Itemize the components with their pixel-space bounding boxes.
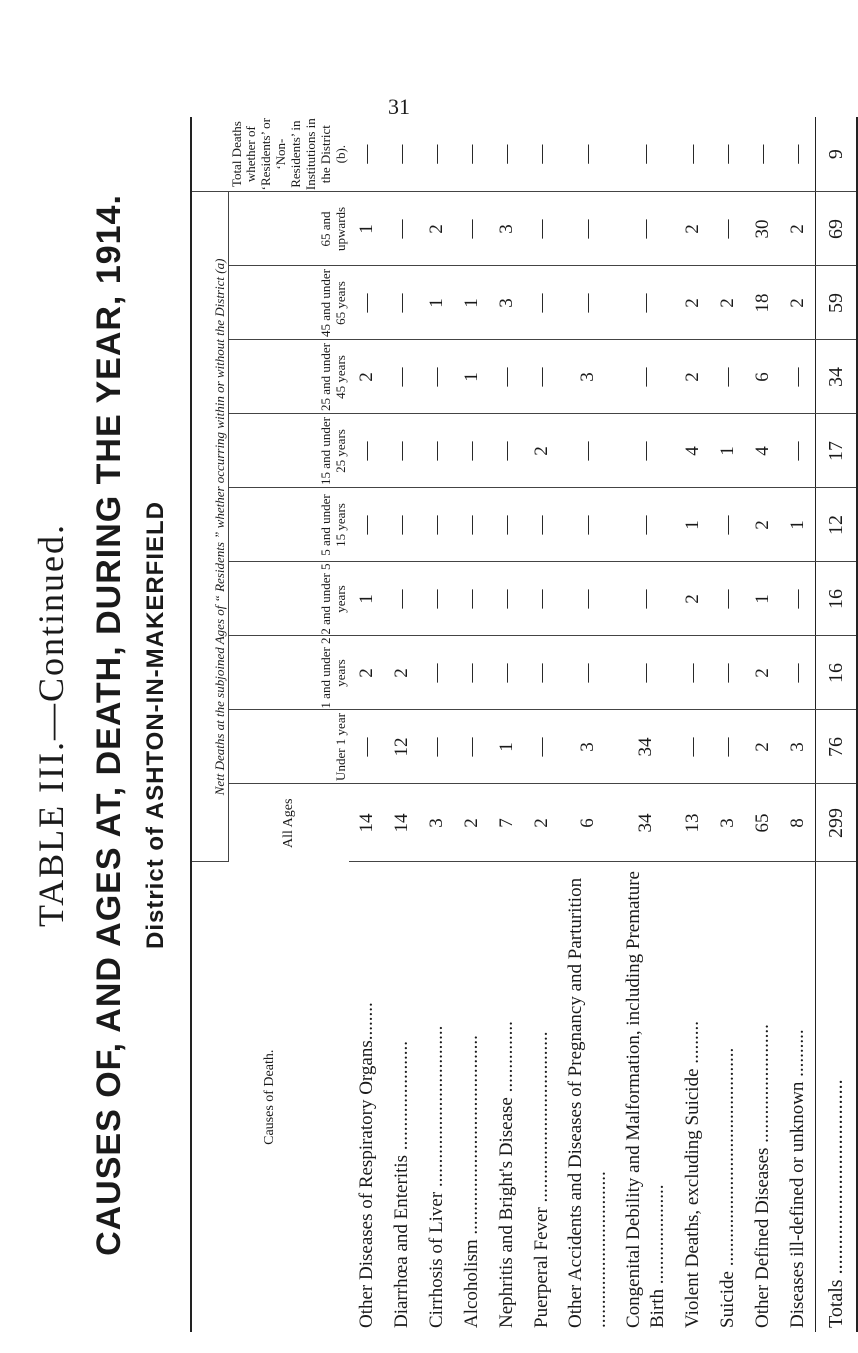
value-cell: —	[419, 340, 454, 414]
value-cell: —	[710, 488, 745, 562]
value-cell: —	[617, 192, 675, 266]
value-cell: 9	[816, 117, 858, 192]
value-cell: 34	[617, 784, 675, 862]
value-cell: —	[617, 117, 675, 192]
value-cell: —	[384, 562, 419, 636]
cause-cell: Suicide ..............................................	[716, 1047, 738, 1328]
value-cell: —	[454, 414, 489, 488]
ages-super-header: Nett Deaths at the subjoined Ages of “ Residents ” whether occurring within or without the District (a)	[191, 192, 229, 862]
value-cell: —	[524, 488, 559, 562]
value-cell: 2	[780, 266, 816, 340]
value-cell: 3	[780, 710, 816, 784]
table-row	[349, 117, 384, 1332]
value-cell: 1	[419, 266, 454, 340]
value-cell: —	[559, 117, 617, 192]
value-cell: 34	[617, 710, 675, 784]
age-column-header: All Ages	[280, 798, 296, 848]
value-cell: —	[454, 488, 489, 562]
value-cell: 18	[745, 266, 780, 340]
value-cell: 2	[384, 636, 419, 710]
age-column-header: 65 and upwards	[229, 192, 350, 266]
value-cell: —	[384, 192, 419, 266]
totals-row	[816, 117, 858, 1332]
value-cell: 16	[816, 562, 858, 636]
value-cell: 2	[524, 414, 559, 488]
table-caption: TABLE III.—Continued.	[31, 522, 71, 928]
cause-cell: Diarrhœa and Enteritis .......................	[390, 1040, 412, 1328]
value-cell: —	[780, 636, 816, 710]
value-cell: 2	[675, 562, 710, 636]
value-cell: 4	[745, 414, 780, 488]
value-cell: 16	[816, 636, 858, 710]
value-cell: 1	[349, 192, 384, 266]
value-cell: 1	[675, 488, 710, 562]
value-cell: 1	[745, 562, 780, 636]
value-cell: 17	[816, 414, 858, 488]
age-column-header: 5 and under 15 years	[229, 488, 350, 562]
value-cell: 8	[780, 784, 816, 862]
value-cell: 12	[816, 488, 858, 562]
table-title: CAUSES OF, AND AGES AT, DEATH, DURING THE YEAR, 1914.	[90, 194, 128, 1256]
value-cell: 3	[489, 266, 524, 340]
value-cell: —	[617, 562, 675, 636]
value-cell: 76	[816, 710, 858, 784]
value-cell: —	[419, 488, 454, 562]
value-cell: 3	[559, 340, 617, 414]
value-cell: —	[489, 636, 524, 710]
value-cell: —	[489, 340, 524, 414]
value-cell: 3	[489, 192, 524, 266]
value-cell: —	[617, 636, 675, 710]
value-cell: —	[780, 414, 816, 488]
value-cell: 1	[349, 562, 384, 636]
value-cell: 34	[816, 340, 858, 414]
table-row	[710, 117, 745, 1332]
value-cell: 3	[419, 784, 454, 862]
causes-of-death-table	[190, 117, 858, 1332]
value-cell: 2	[454, 784, 489, 862]
value-cell: 3	[559, 710, 617, 784]
rotated-table-sheet	[20, 110, 847, 1340]
value-cell: 3	[710, 784, 745, 862]
cause-cell: Totals .......................................	[816, 862, 858, 1332]
cause-cell: Puerperal Fever ....................................	[530, 1031, 552, 1328]
value-cell: —	[454, 117, 489, 192]
age-column-header: 25 and under 45 years	[229, 340, 350, 414]
value-cell: —	[559, 266, 617, 340]
value-cell: 2	[675, 266, 710, 340]
table-body	[349, 117, 857, 1332]
value-cell: 2	[675, 340, 710, 414]
table-row	[780, 117, 816, 1332]
value-cell: —	[489, 488, 524, 562]
value-cell: —	[710, 636, 745, 710]
value-cell: —	[524, 562, 559, 636]
value-cell: 1	[780, 488, 816, 562]
total-deaths-header: Total Deaths whether of ‘Residents’ or ‘Non-Residents’ in Institutions in the District (b).	[191, 117, 349, 192]
value-cell: —	[489, 117, 524, 192]
age-column-header: 1 and under 2 years	[229, 636, 350, 710]
value-cell: —	[384, 414, 419, 488]
value-cell: 299	[816, 784, 858, 862]
value-cell: —	[419, 710, 454, 784]
value-cell: —	[384, 488, 419, 562]
table-row	[617, 117, 675, 1332]
table-row	[419, 117, 454, 1332]
value-cell: —	[419, 562, 454, 636]
cause-cell: Violent Deaths, excluding Suicide .........	[681, 1020, 703, 1328]
value-cell: —	[617, 266, 675, 340]
table-row	[384, 117, 419, 1332]
value-cell: —	[524, 340, 559, 414]
value-cell: —	[454, 636, 489, 710]
table-row	[454, 117, 489, 1332]
value-cell: 2	[419, 192, 454, 266]
value-cell: 12	[384, 710, 419, 784]
value-cell: —	[559, 488, 617, 562]
value-cell: —	[780, 340, 816, 414]
value-cell: 1	[489, 710, 524, 784]
value-cell: 2	[745, 636, 780, 710]
page-number: 31	[388, 94, 410, 119]
table-row	[559, 117, 617, 1332]
value-cell: 2	[710, 266, 745, 340]
value-cell: —	[349, 710, 384, 784]
value-cell: 59	[816, 266, 858, 340]
table-row	[489, 117, 524, 1332]
value-cell: —	[710, 340, 745, 414]
value-cell: 2	[524, 784, 559, 862]
value-cell: —	[419, 117, 454, 192]
value-cell: —	[710, 562, 745, 636]
district-line: District of ASHTON-IN-MAKERFIELD	[142, 501, 169, 949]
cause-cell: Nephritis and Bright's Disease ...............	[495, 1021, 517, 1328]
value-cell: 1	[710, 414, 745, 488]
value-cell: 14	[384, 784, 419, 862]
value-cell: 69	[816, 192, 858, 266]
age-column-header: 45 and under 65 years	[229, 266, 350, 340]
cause-cell: Cirrhosis of Liver ..................................	[425, 1025, 447, 1328]
value-cell: —	[349, 488, 384, 562]
value-cell: 1	[454, 340, 489, 414]
value-cell: —	[524, 117, 559, 192]
value-cell: —	[675, 710, 710, 784]
value-cell: —	[384, 340, 419, 414]
table-row	[675, 117, 710, 1332]
value-cell: 6	[745, 340, 780, 414]
table-row	[524, 117, 559, 1332]
value-cell: 2	[745, 710, 780, 784]
cause-cell: Alcoholism ..........................................	[460, 1035, 482, 1328]
value-cell: 2	[745, 488, 780, 562]
value-cell: 1	[454, 266, 489, 340]
value-cell: —	[419, 636, 454, 710]
value-cell: —	[524, 192, 559, 266]
value-cell: —	[349, 266, 384, 340]
value-cell: —	[675, 117, 710, 192]
cause-column-header: Causes of Death.	[191, 862, 349, 1332]
value-cell: 65	[745, 784, 780, 862]
value-cell: 14	[349, 784, 384, 862]
value-cell: —	[780, 562, 816, 636]
value-cell: —	[349, 117, 384, 192]
cause-cell: Congenital Debility and Malformation, including Premature Birth .....................	[623, 871, 668, 1328]
value-cell: —	[675, 636, 710, 710]
cause-cell: Other Defined Diseases .........................	[751, 1024, 773, 1328]
cause-cell: Other Accidents and Diseases of Pregnancy and Parturition .................................	[565, 877, 610, 1328]
age-column-header: 15 and under 25 years	[229, 414, 350, 488]
value-cell: —	[419, 414, 454, 488]
value-cell: 30	[745, 192, 780, 266]
value-cell: —	[745, 117, 780, 192]
value-cell: 2	[675, 192, 710, 266]
value-cell: —	[617, 414, 675, 488]
value-cell: —	[559, 414, 617, 488]
value-cell: —	[710, 192, 745, 266]
cause-cell: Diseases ill-defined or unknown ..........	[786, 1029, 808, 1328]
value-cell: 13	[675, 784, 710, 862]
value-cell: —	[384, 266, 419, 340]
value-cell: —	[524, 266, 559, 340]
value-cell: —	[559, 636, 617, 710]
value-cell: —	[454, 710, 489, 784]
value-cell: —	[524, 710, 559, 784]
value-cell: —	[559, 192, 617, 266]
value-cell: —	[489, 414, 524, 488]
cause-cell: Other Diseases of Respiratory Organs........	[355, 1002, 377, 1328]
value-cell: —	[617, 340, 675, 414]
value-cell: 6	[559, 784, 617, 862]
value-cell: —	[454, 192, 489, 266]
value-cell: —	[349, 414, 384, 488]
value-cell: —	[454, 562, 489, 636]
value-cell: —	[710, 117, 745, 192]
value-cell: —	[559, 562, 617, 636]
value-cell: —	[780, 117, 816, 192]
table-row	[745, 117, 780, 1332]
value-cell: 2	[349, 636, 384, 710]
value-cell: —	[710, 710, 745, 784]
value-cell: 2	[349, 340, 384, 414]
value-cell: —	[489, 562, 524, 636]
value-cell: 7	[489, 784, 524, 862]
age-column-header: 2 and under 5 years	[229, 562, 350, 636]
value-cell: —	[384, 117, 419, 192]
value-cell: —	[524, 636, 559, 710]
value-cell: 2	[780, 192, 816, 266]
value-cell: —	[617, 488, 675, 562]
age-column-header: Under 1 year	[229, 710, 350, 784]
value-cell: 4	[675, 414, 710, 488]
